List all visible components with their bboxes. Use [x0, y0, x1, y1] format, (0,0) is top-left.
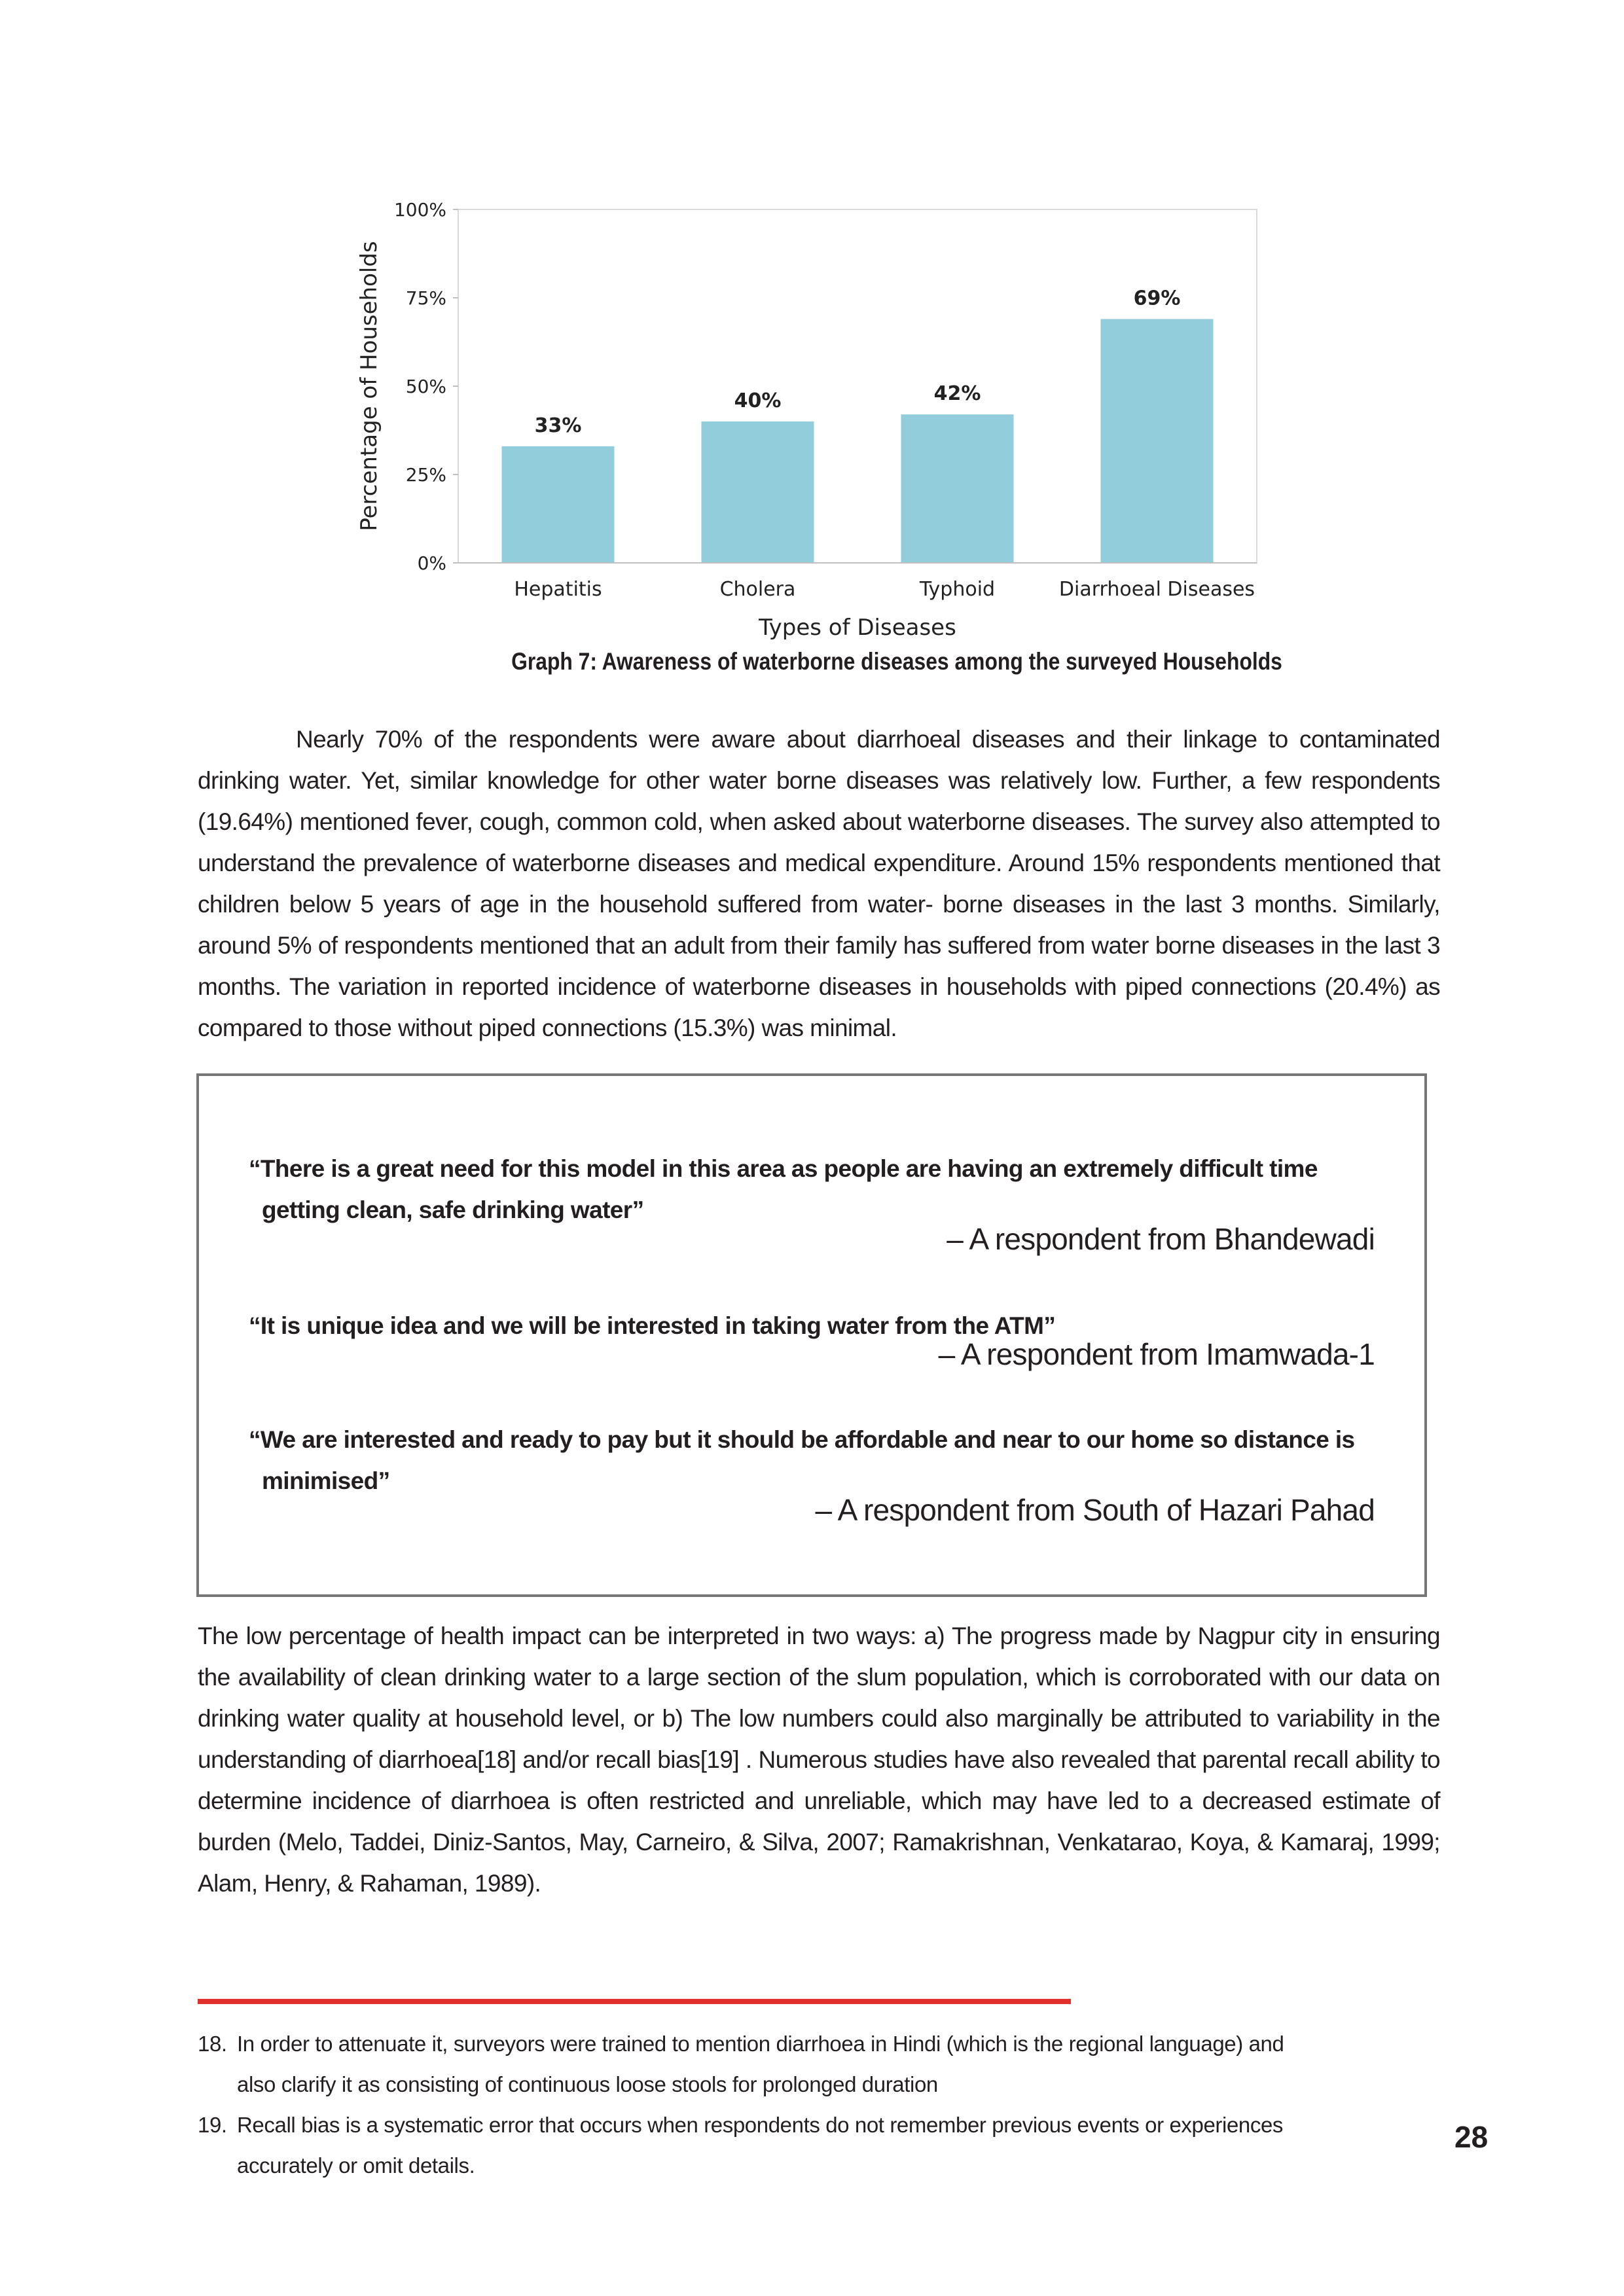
quote-3-line-1: “We are interested and ready to pay but it should be affordable and near to our home so distance is: [249, 1426, 1355, 1453]
quote-1-line-1: “There is a great need for this model in this area as people are having an extremely difficult time: [249, 1155, 1318, 1182]
quote-3-attribution: – A respondent from South of Hazari Pahad: [815, 1493, 1375, 1527]
footnote-18: [198, 2024, 1428, 2105]
footnote-19-line-2: accurately or omit details.: [237, 2153, 475, 2178]
bar-typhoid: [901, 414, 1014, 563]
y-tick-label: 0%: [417, 552, 446, 574]
x-tick-label: Cholera: [719, 578, 796, 601]
quote-3: [249, 1419, 1362, 1501]
x-tick-label: Diarrhoeal Diseases: [1058, 578, 1255, 601]
bar-diarrhoeal-diseases: [1101, 319, 1214, 563]
bar-hepatitis: [502, 446, 615, 563]
quote-1-attribution: – A respondent from Bhandewadi: [947, 1222, 1375, 1256]
footnote-separator-rule: [198, 1999, 1071, 2004]
x-tick-label: Typhoid: [919, 578, 996, 601]
footnote-19-number: 19.: [198, 2113, 227, 2137]
y-tick-label: 100%: [393, 199, 446, 221]
graph-caption: Graph 7: Awareness of waterborne diseases among the surveyed Households: [511, 648, 1282, 675]
bar-cholera: [702, 422, 814, 563]
quote-1-line-2: getting clean, safe drinking water”: [262, 1196, 644, 1223]
y-axis-title: Percentage of Households: [356, 241, 382, 531]
footnote-18-number: 18.: [198, 2032, 227, 2056]
data-label: 40%: [734, 389, 782, 412]
body-paragraph-1: Nearly 70% of the respondents were aware about diarrhoeal diseases and their linkage to contaminated drinking water. Yet, similar knowledge for other water borne diseases was relatively low. Further, a few respondents (19.64%) mentioned fever, cough, common cold, when asked about waterborne diseases. The survey also attempted to understand the prevalence of waterborne diseases and medical expenditure. Around 15% respondents mentioned that children below 5 years of age in the household suffered from water- borne diseases in the last 3 months. Similarly, around 5% of respondents mentioned that an adult from their family has suffered from water borne diseases in the last 3 months. The variation in reported incidence of waterborne diseases in households with piped connections (20.4%) as compared to those without piped connections (15.3%) was minimal.: [198, 726, 1440, 1041]
quote-1: [249, 1148, 1362, 1230]
footnote-18-line-2: also clarify it as consisting of continuous loose stools for prolonged duration: [237, 2072, 938, 2096]
data-label: 42%: [933, 382, 981, 406]
body-paragraph-2: The low percentage of health impact can be interpreted in two ways: a) The progress made by Nagpur city in ensuring the availability of clean drinking water to a large section of the slum population, which is corroborated with our data on drinking water quality at household level, or b) The low numbers could also marginally be attributed to variability in the understanding of diarrhoea[18] and/or recall bias[19] . Numerous studies have also revealed that parental recall ability to determine incidence of diarrhoea is often restricted and unreliable, which may have led to a decreased estimate of burden (Melo, Taddei, Diniz-Santos, May, Carneiro, & Silva, 2007; Ramakrishnan, Venkatarao, Koya, & Kamaraj, 1999; Alam, Henry, & Rahaman, 1989).: [198, 1623, 1440, 1897]
y-tick-label: 50%: [405, 376, 446, 397]
footnote-19: [198, 2105, 1428, 2186]
quote-3-line-2: minimised”: [262, 1467, 390, 1494]
page-number: 28: [1454, 2120, 1489, 2154]
x-axis-title: Types of Diseases: [759, 615, 956, 641]
data-label: 33%: [534, 414, 582, 437]
data-label: 69%: [1133, 287, 1181, 310]
respondent-quotes-box: [196, 1073, 1427, 1597]
quote-2-attribution: – A respondent from Imamwada-1: [938, 1337, 1375, 1371]
awareness-bar-chart: [353, 190, 1270, 648]
y-tick-label: 75%: [405, 287, 446, 309]
footnote-18-line-1: In order to attenuate it, surveyors were trained to mention diarrhoea in Hindi (which is the regional language) and: [237, 2032, 1284, 2056]
x-tick-label: Hepatitis: [514, 578, 602, 601]
footnote-19-line-1: Recall bias is a systematic error that occurs when respondents do not remember previous events or experiences: [237, 2113, 1284, 2137]
y-tick-label: 25%: [405, 464, 446, 486]
quote-2-line-1: “It is unique idea and we will be interested in taking water from the ATM”: [249, 1312, 1056, 1339]
